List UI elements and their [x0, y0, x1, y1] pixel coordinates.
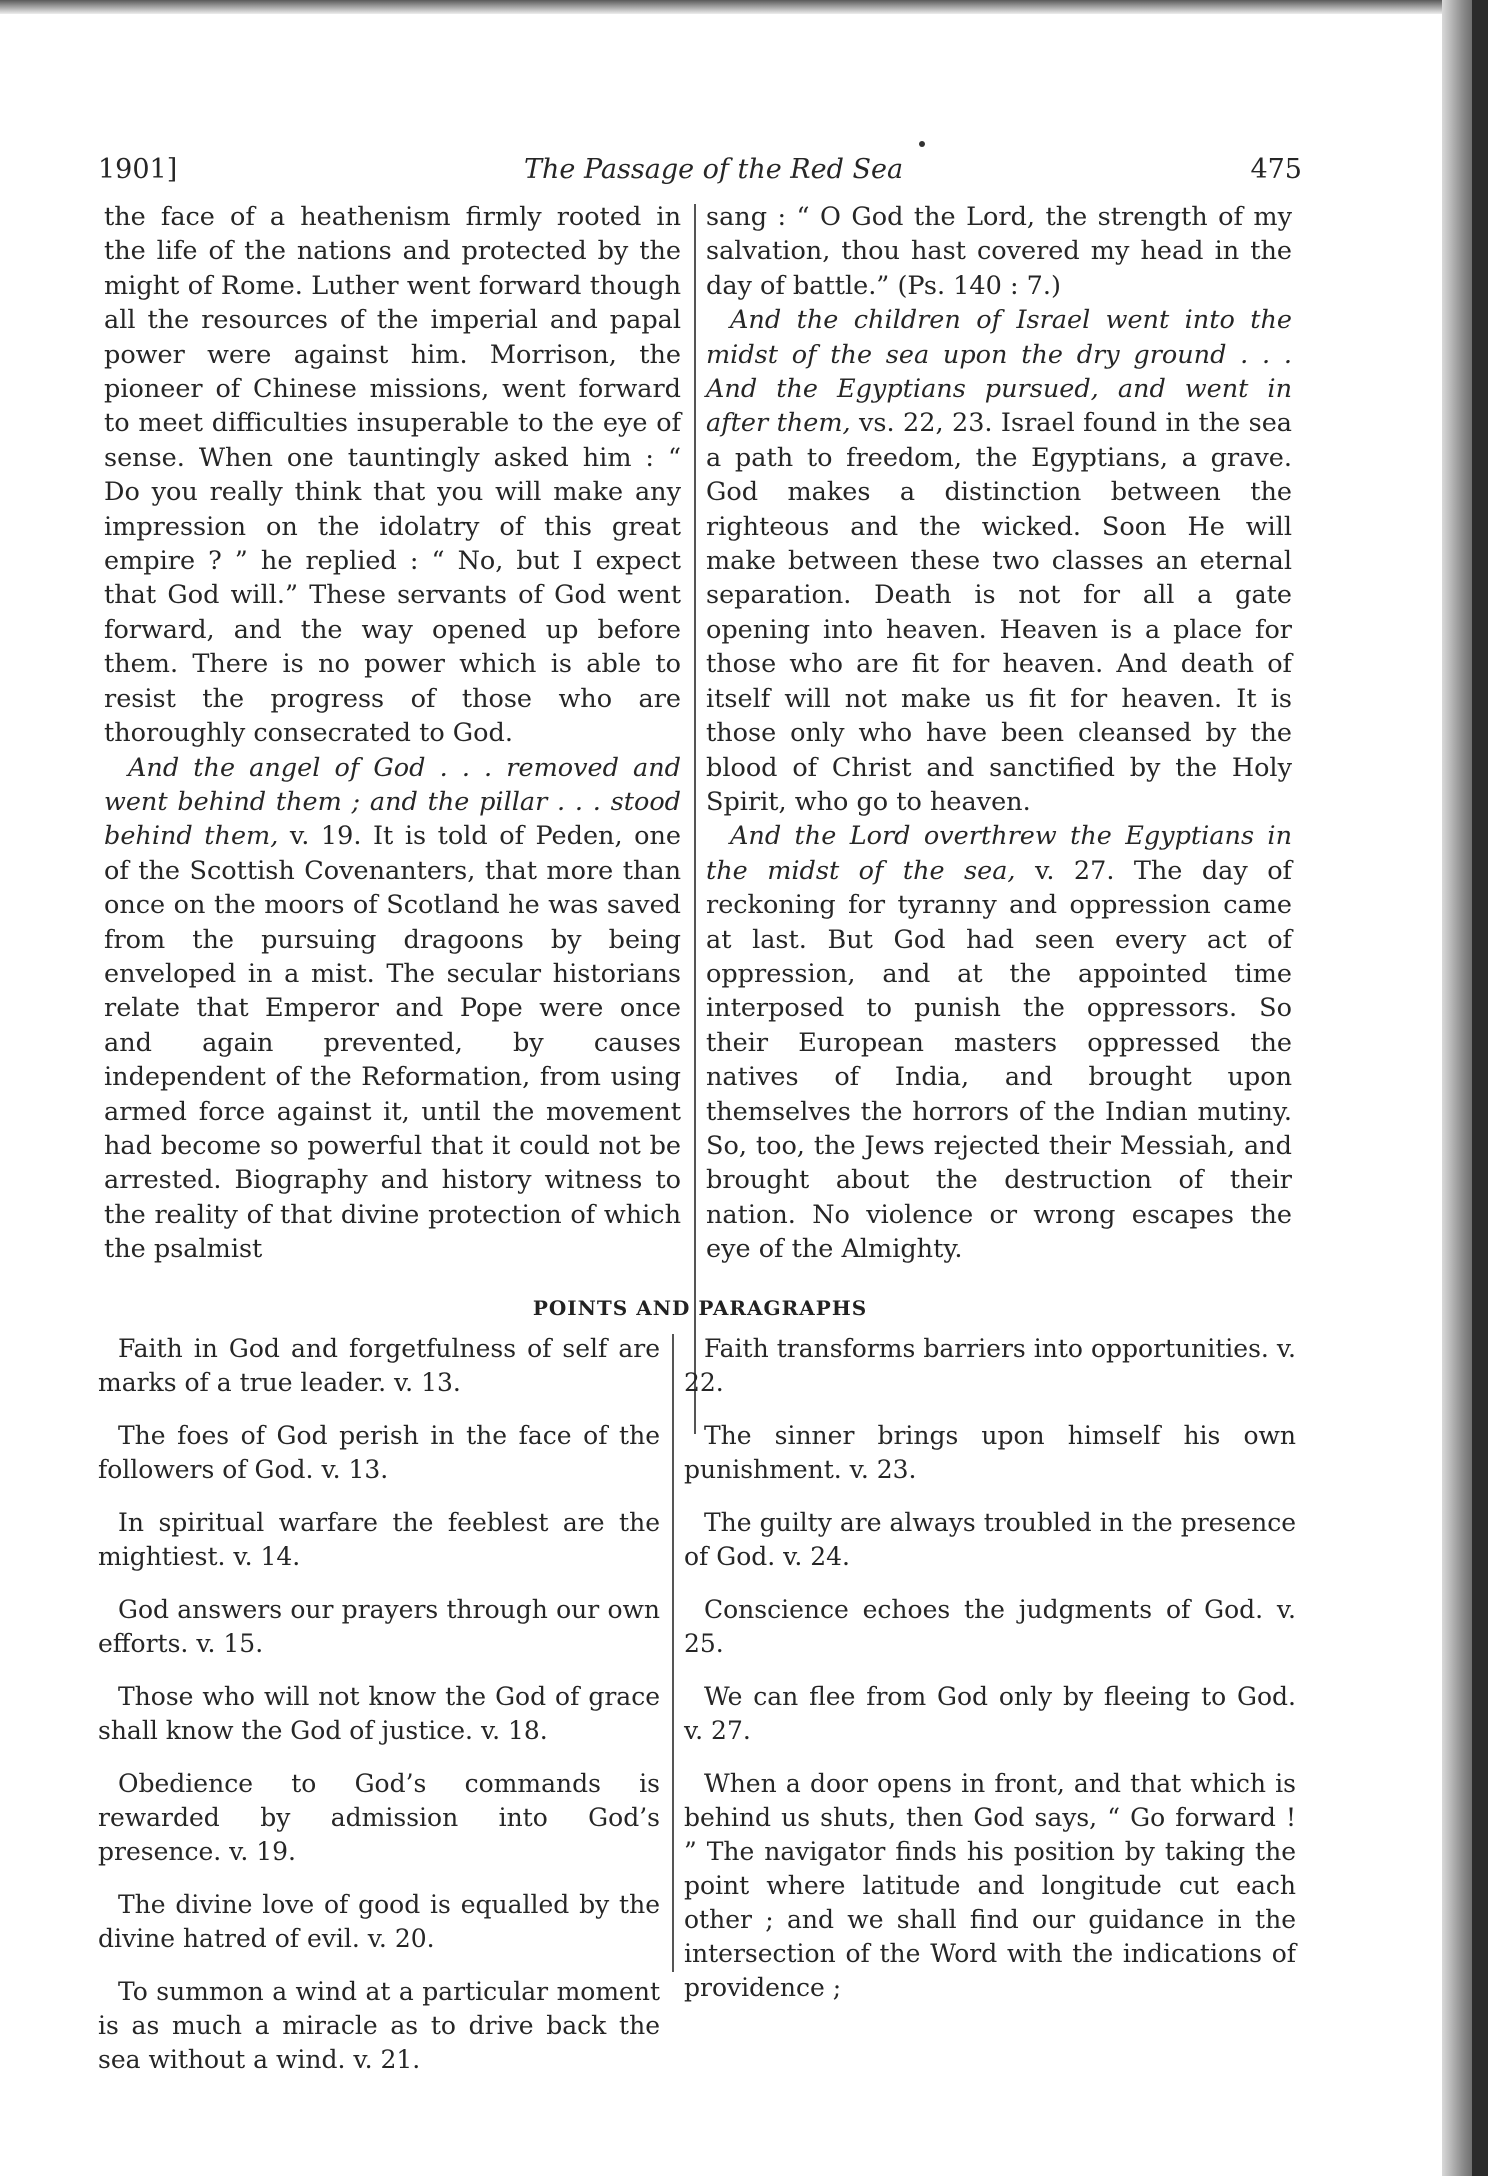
point-item: The guilty are always troubled in the presence of God. v. 24. — [684, 1508, 1296, 1571]
point-item: Those who will not know the God of grace shall know the God of justice. v. 18. — [98, 1682, 660, 1745]
scan-top-border — [0, 0, 1488, 14]
point-item: When a door opens in front, and that which is behind us shuts, then God says, “ Go forward ! ” The navigator finds his position by taking the point where latitude and longitude cut each other ; and we shall find our guidance in the intersection of the Word with the indications of providence ; — [684, 1769, 1296, 2002]
point-item: Faith in God and forgetfulness of self are marks of a true leader. v. 13. — [98, 1334, 660, 1397]
point-item: God answers our prayers through our own efforts. v. 15. — [98, 1595, 660, 1658]
ink-speck — [919, 141, 925, 147]
page-number: 475 — [1250, 154, 1302, 185]
paragraph-text: vs. 22, 23. Israel found in the sea a path to freedom, the Egyptians, a grave. God makes a distinction between the righteous and the wicked. Soon He will make between these two classes an eternal separation. Death is not for all a gate opening into heaven. Heaven is a place for those who are fit for heaven. And death of itself will not make us fit for heaven. It is those only who have been cleansed by the blood of Christ and sanctified by the Holy Spirit, who go to heaven. — [706, 408, 1293, 817]
paragraph — [104, 751, 681, 1267]
point-item: In spiritual warfare the feeblest are the mightiest. v. 14. — [98, 1508, 660, 1571]
text-column-left — [104, 200, 681, 1267]
point-item: Obedience to God’s commands is rewarded by admission into God’s presence. v. 19. — [98, 1769, 660, 1866]
column-rule — [694, 204, 696, 1434]
paragraph-text: v. 27. The day of reckoning for tyranny and oppression came at last. But God had seen every act of oppression, and at the appointed time interposed to punish the oppressors. So their European masters oppressed the natives of India, and brought upon themselves the horrors of the Indian mutiny. So, too, the Jews rejected their Messiah, and brought about the destruction of their nation. No violence or wrong escapes the eye of the Almighty. — [706, 855, 1292, 1265]
scripture-quote: And the angel of God . . . removed and went behind them ; and the pillar . . . stood behind them, — [104, 752, 681, 852]
book-page — [98, 150, 1302, 2074]
paragraph — [706, 819, 1292, 1266]
scan-right-edge — [1472, 0, 1488, 2176]
paragraph — [104, 200, 681, 751]
header-year: 1901] — [98, 154, 178, 185]
paragraph-text: sang : “ O God the Lord, the strength of my salvation, thou hast covered my head in the day of battle.” (Ps. 140 : 7.) — [706, 202, 1292, 301]
scripture-quote: And the children of Israel went into the midst of the sea upon the dry ground . . . And the Egyptians pursued, and went in after them, — [706, 305, 1292, 439]
text-column-right — [706, 200, 1292, 1267]
point-item: To summon a wind at a particular moment is as much a miracle as to drive back the sea without a wind. v. 21. — [98, 1977, 660, 2074]
points-column-rule — [672, 1334, 674, 1972]
point-item: The divine love of good is equalled by the divine hatred of evil. v. 20. — [98, 1890, 660, 1953]
section-heading: POINTS AND PARAGRAPHS — [532, 1296, 868, 1320]
point-item: The foes of God perish in the face of the followers of God. v. 13. — [98, 1421, 660, 1484]
points-column-right — [684, 1332, 1296, 2024]
paragraph — [706, 303, 1292, 819]
point-item: Faith transforms barriers into opportunities. v. 22. — [684, 1334, 1296, 1397]
point-item: The sinner brings upon himself his own punishment. v. 23. — [684, 1421, 1296, 1484]
running-header — [98, 150, 1302, 190]
paragraph-text: the face of a heathenism firmly rooted in the life of the nations and protected by the might of Rome. Luther went forward though all the resources of the imperial and papal power were against him. Morrison, the pioneer of Chinese missions, went forward to meet difficulties insuperable to the eye of sense. When one tauntingly asked him : “ Do you really think that you will make any impression on the idolatry of this great empire ? ” he replied : “ No, but I expect that God will.” These servants of God went forward, and the way opened up before them. There is no power which is able to resist the progress of those who are thoroughly consecrated to God. — [104, 202, 681, 749]
point-item: We can flee from God only by fleeing to God. v. 27. — [684, 1682, 1296, 1745]
points-column-left — [98, 1332, 660, 2096]
scripture-quote: And the Lord overthrew the Egyptians in the midst of the sea, — [706, 821, 1292, 886]
paragraph — [706, 200, 1292, 303]
point-item: Conscience echoes the judgments of God. v. 25. — [684, 1595, 1296, 1658]
paragraph-text: v. 19. It is told of Peden, one of the Scottish Covenanters, that more than once on the moors of Scotland he was saved from the pursuing dragoons by being enveloped in a mist. The secular historians relate that Emperor and Pope were once and again prevented, by causes independent of the Reformation, from using armed force against it, until the movement had become so powerful that it could not be arrested. Biography and history witness to the reality of that divine protection of which the psalmist — [104, 821, 681, 1265]
header-title: The Passage of the Red Sea — [524, 154, 904, 185]
